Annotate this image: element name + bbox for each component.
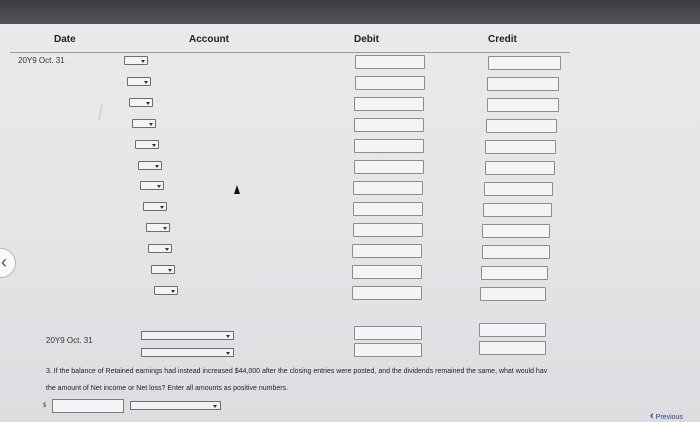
- question-text-line-1: 3. If the balance of Retained earnings had instead increased $44,000 after the closing entries were posted, and the dividends remained the same, what would hav: [46, 368, 548, 375]
- chevron-down-icon: [213, 405, 217, 408]
- chevron-down-icon: [165, 248, 169, 251]
- stray-mark: [99, 104, 103, 120]
- chevron-down-icon: [168, 269, 172, 272]
- question-text-line-2: the amount of Net income or Net loss? Enter all amounts as positive numbers.: [46, 385, 289, 392]
- net-income-or-loss-select[interactable]: [130, 401, 221, 410]
- debit-input-4[interactable]: [354, 118, 424, 132]
- credit-input-12[interactable]: [480, 287, 546, 301]
- credit-input-8[interactable]: [483, 203, 552, 217]
- debit-input-7[interactable]: [353, 181, 423, 195]
- debit-input-12[interactable]: [352, 286, 422, 300]
- date-column-header: Date: [54, 34, 76, 45]
- chevron-down-icon: [146, 102, 150, 105]
- debit-input-2[interactable]: [355, 76, 425, 90]
- credit-input-6[interactable]: [485, 161, 555, 175]
- credit-input-4[interactable]: [486, 119, 557, 133]
- window-top-bar: [0, 0, 700, 24]
- credit-input-7[interactable]: [484, 182, 553, 196]
- credit-input-1[interactable]: [488, 56, 561, 70]
- debit-input-5[interactable]: [354, 139, 424, 153]
- account-select-11[interactable]: [151, 265, 175, 274]
- chevron-down-icon: [149, 123, 153, 126]
- back-button[interactable]: [0, 248, 16, 278]
- account-select-1[interactable]: [124, 56, 148, 65]
- credit-input-3[interactable]: [487, 98, 559, 112]
- credit-input-11[interactable]: [481, 266, 548, 280]
- chevron-down-icon: [160, 206, 164, 209]
- previous-label: Previous: [655, 414, 683, 421]
- entry-1-date: 20Y9 Oct. 31: [18, 56, 65, 65]
- account-select-4[interactable]: [132, 119, 156, 128]
- currency-symbol: $: [43, 403, 47, 409]
- debit-input-1[interactable]: [355, 55, 425, 69]
- debit-input-3[interactable]: [354, 97, 424, 111]
- credit-input-10[interactable]: [482, 245, 550, 259]
- account-select-7[interactable]: [140, 181, 164, 190]
- chevron-down-icon: [155, 165, 159, 168]
- debit-input-10[interactable]: [352, 244, 422, 258]
- chevron-down-icon: [171, 290, 175, 293]
- chevron-down-icon: [144, 81, 148, 84]
- chevron-left-icon: ‹: [1, 252, 7, 272]
- chevron-down-icon: [163, 227, 167, 230]
- account-select-10[interactable]: [148, 244, 172, 253]
- entry-2-account-select-2[interactable]: [141, 348, 234, 357]
- entry-2-credit-input-2[interactable]: [479, 341, 546, 355]
- entry-2-account-select-1[interactable]: [141, 331, 234, 340]
- entry-2-debit-input-2[interactable]: [354, 343, 422, 357]
- account-select-3[interactable]: [129, 98, 153, 107]
- account-select-8[interactable]: [143, 202, 167, 211]
- chevron-down-icon: [226, 352, 230, 355]
- entry-2-date: 20Y9 Oct. 31: [46, 336, 93, 345]
- account-select-9[interactable]: [146, 223, 170, 232]
- credit-input-2[interactable]: [487, 77, 559, 91]
- account-select-5[interactable]: [135, 140, 159, 149]
- chevron-down-icon: [152, 144, 156, 147]
- entry-2-credit-input-1[interactable]: [479, 323, 546, 337]
- debit-input-6[interactable]: [354, 160, 424, 174]
- net-income-amount-input[interactable]: [52, 399, 124, 413]
- debit-input-9[interactable]: [353, 223, 423, 237]
- chevron-down-icon: [141, 60, 145, 63]
- account-column-header: Account: [189, 34, 229, 45]
- entry-2-debit-input-1[interactable]: [354, 326, 422, 340]
- previous-button[interactable]: [650, 410, 683, 422]
- credit-input-5[interactable]: [485, 140, 556, 154]
- account-select-6[interactable]: [138, 161, 162, 170]
- debit-input-8[interactable]: [353, 202, 423, 216]
- credit-input-9[interactable]: [482, 224, 550, 238]
- account-select-2[interactable]: [127, 77, 151, 86]
- account-select-12[interactable]: [154, 286, 178, 295]
- debit-input-11[interactable]: [352, 265, 422, 279]
- chevron-left-icon: ‹: [650, 410, 654, 422]
- chevron-down-icon: [157, 185, 161, 188]
- mouse-cursor: [234, 185, 240, 194]
- header-divider: [10, 52, 570, 53]
- debit-column-header: Debit: [354, 34, 379, 45]
- chevron-down-icon: [226, 335, 230, 338]
- credit-column-header: Credit: [488, 34, 517, 45]
